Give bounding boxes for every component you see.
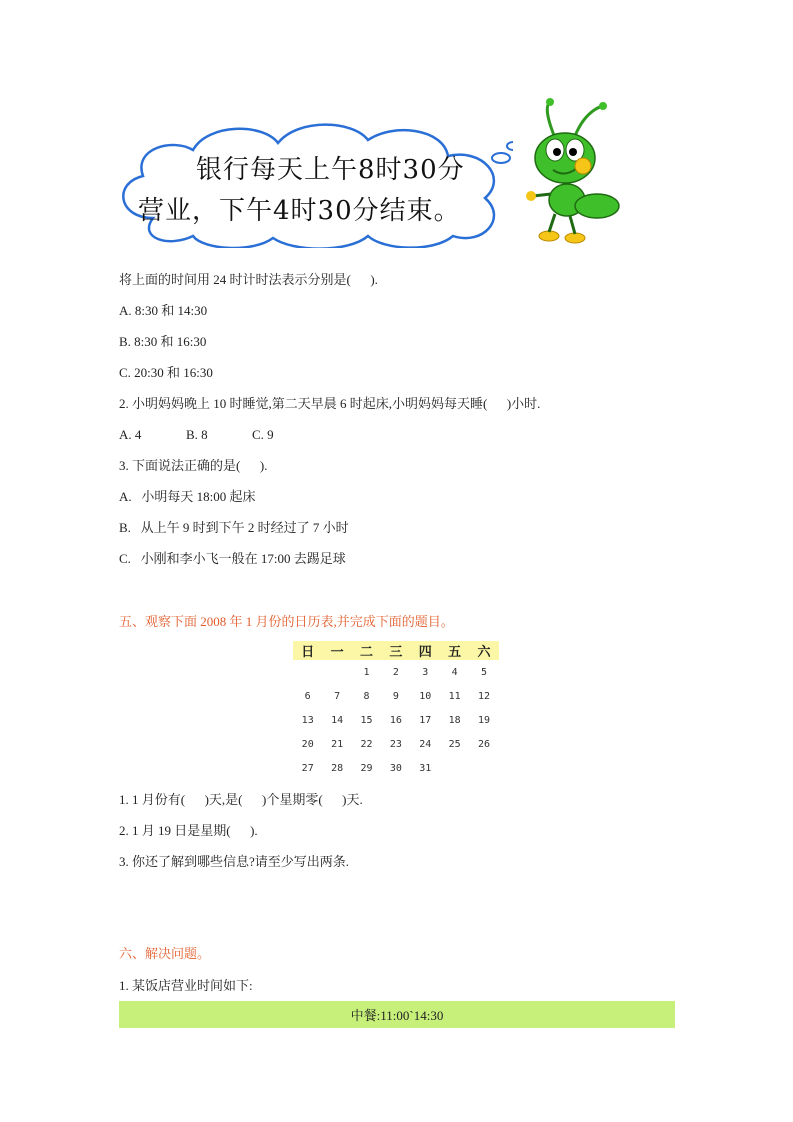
calendar-day-cell: 6	[304, 690, 311, 702]
q3-option-a: A. 小明每天 18:00 起床	[119, 489, 256, 504]
calendar-day-cell: 13	[301, 714, 314, 726]
calendar-day-cell: 2	[392, 666, 399, 678]
calendar-day-cell: 18	[448, 714, 461, 726]
q2-option-b: B. 8	[186, 427, 208, 442]
cloud-text-line1: 银行每天上午8时30分	[196, 155, 465, 185]
calendar-header-row	[293, 641, 499, 660]
calendar-week-row	[293, 708, 499, 732]
question-1-text: 将上面的时间用 24 时计时法表示分别是( ).	[119, 272, 378, 287]
section-5-title: 五、观察下面 2008 年 1 月份的日历表,并完成下面的题目。	[119, 614, 454, 629]
calendar-header-cell: 三	[389, 645, 403, 660]
lunch-hours-bar	[119, 1001, 675, 1028]
calendar-day-cell: 5	[481, 666, 488, 678]
q1-option-b: B. 8:30 和 16:30	[119, 334, 207, 349]
calendar-day-cell: 26	[478, 738, 491, 750]
question-2-text: 2. 小明妈妈晚上 10 时睡觉,第二天早晨 6 时起床,小明妈妈每天睡( )小时.	[119, 396, 541, 411]
calendar-week-row	[293, 732, 499, 756]
calendar-day-cell: 3	[422, 666, 429, 678]
cartoon-bug-illustration	[525, 98, 635, 248]
calendar-day-cell: 9	[392, 690, 399, 702]
q3-option-b: B. 从上午 9 时到下午 2 时经过了 7 小时	[119, 520, 349, 535]
q3-option-c: C. 小刚和李小飞一般在 17:00 去踢足球	[119, 551, 346, 566]
calendar-header-cell: 日	[301, 645, 315, 660]
section-5-question-2: 2. 1 月 19 日是星期( ).	[119, 823, 258, 838]
q1-option-c: C. 20:30 和 16:30	[119, 365, 213, 380]
calendar-day-cell: 27	[301, 762, 314, 774]
calendar-header-cell: 二	[359, 645, 373, 660]
calendar-day-cell: 10	[419, 690, 432, 702]
calendar-header-cell: 六	[477, 645, 491, 660]
lunch-hours-text: 中餐:11:00`14:30	[350, 1008, 444, 1023]
calendar-day-cell: 11	[448, 690, 461, 702]
section-5-question-3: 3. 你还了解到哪些信息?请至少写出两条.	[119, 854, 350, 869]
section-5-question-1: 1. 1 月份有( )天,是( )个星期零( )天.	[119, 792, 363, 807]
calendar-day-cell: 29	[360, 762, 373, 774]
calendar-week-row	[293, 684, 499, 708]
calendar-table	[293, 641, 499, 780]
calendar-day-cell: 23	[389, 738, 402, 750]
calendar-header-cell: 四	[418, 645, 432, 660]
calendar-day-cell: 31	[419, 762, 432, 774]
calendar-day-cell: 1	[363, 666, 370, 678]
calendar-header-cell: 一	[330, 645, 344, 660]
calendar-day-cell: 24	[419, 738, 432, 750]
calendar-header-cell: 五	[448, 645, 462, 660]
q2-option-c: C. 9	[252, 427, 274, 442]
calendar-day-cell: 17	[419, 714, 432, 726]
calendar-day-cell: 15	[360, 714, 373, 726]
calendar-day-cell: 22	[360, 738, 373, 750]
calendar-day-cell: 12	[478, 690, 491, 702]
calendar-day-cell: 19	[478, 714, 491, 726]
q2-option-a: A. 4	[119, 427, 142, 442]
section-6-title: 六、解决问题。	[119, 946, 211, 961]
calendar-day-cell: 16	[389, 714, 402, 726]
calendar-day-cell: 25	[448, 738, 461, 750]
calendar-week-row	[293, 756, 499, 780]
q1-option-a: A. 8:30 和 14:30	[119, 303, 208, 318]
calendar-week-row	[293, 660, 499, 684]
calendar-day-cell: 8	[363, 690, 370, 702]
calendar-day-cell: 30	[389, 762, 402, 774]
cloud-text-line2: 营业，下午4时30分结束。	[138, 196, 461, 226]
calendar-day-cell: 28	[331, 762, 344, 774]
calendar-day-cell: 20	[301, 738, 314, 750]
calendar-day-cell: 14	[331, 714, 344, 726]
section-6-question-1: 1. 某饭店营业时间如下:	[119, 978, 253, 993]
question-3-text: 3. 下面说法正确的是( ).	[119, 458, 268, 473]
calendar-day-cell: 4	[451, 666, 458, 678]
calendar-day-cell: 21	[331, 738, 344, 750]
calendar-day-cell: 7	[334, 690, 341, 702]
